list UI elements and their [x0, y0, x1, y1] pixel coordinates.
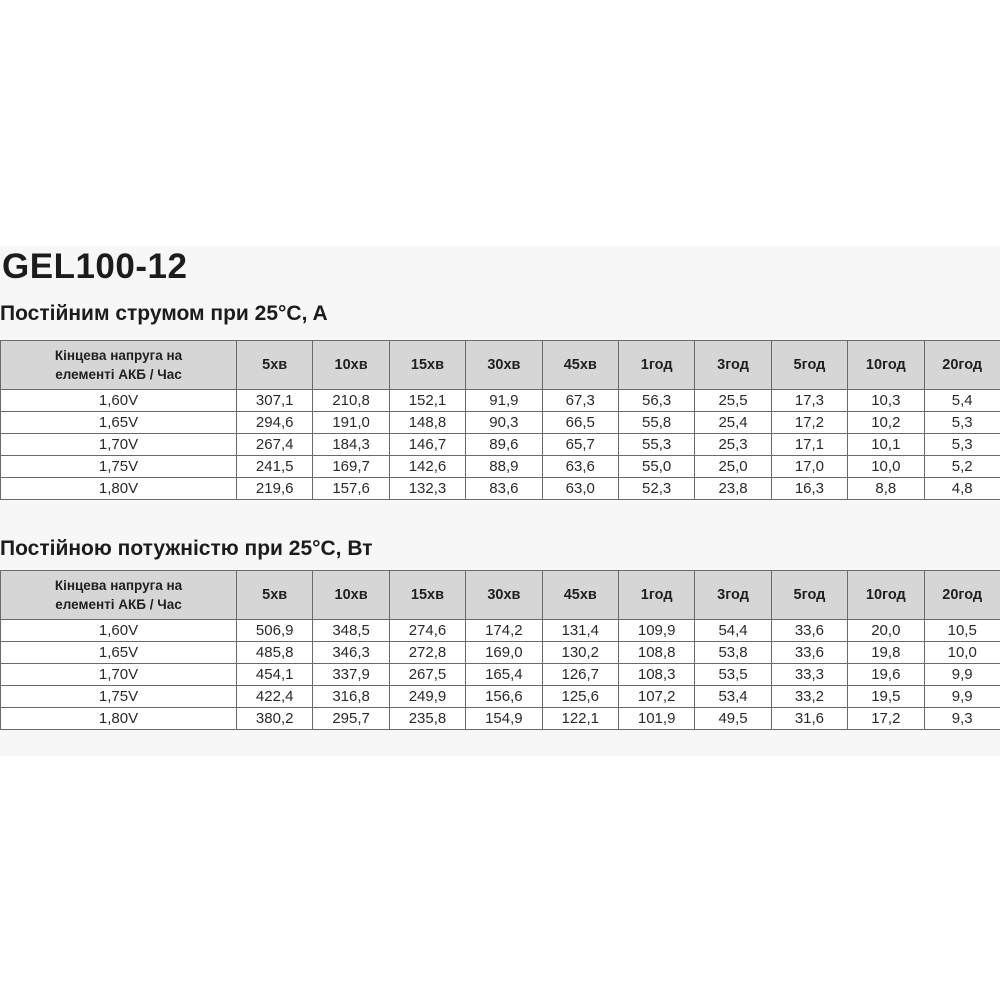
- value-cell: 294,6: [237, 412, 313, 434]
- value-cell: 25,5: [695, 390, 771, 412]
- value-cell: 152,1: [389, 390, 465, 412]
- value-cell: 19,5: [848, 686, 924, 708]
- value-cell: 9,3: [924, 708, 1000, 730]
- value-cell: 485,8: [237, 642, 313, 664]
- time-column-header: 5год: [771, 571, 847, 620]
- value-cell: 33,6: [771, 620, 847, 642]
- header-row: [1, 571, 1000, 620]
- value-cell: 454,1: [237, 664, 313, 686]
- value-cell: 142,6: [389, 456, 465, 478]
- header-row: [1, 341, 1000, 390]
- value-cell: 157,6: [313, 478, 389, 500]
- section-title-power: Постійною потужністю при 25°C, Вт: [0, 537, 373, 560]
- value-cell: 4,8: [924, 478, 1000, 500]
- time-column-header: 45хв: [542, 341, 618, 390]
- voltage-cell: 1,70V: [1, 434, 237, 456]
- corner-header: [1, 341, 237, 390]
- time-column-header: 3год: [695, 341, 771, 390]
- value-cell: 54,4: [695, 620, 771, 642]
- value-cell: 55,8: [618, 412, 694, 434]
- discharge-table-current: [0, 340, 1000, 500]
- value-cell: 130,2: [542, 642, 618, 664]
- value-cell: 219,6: [237, 478, 313, 500]
- value-cell: 126,7: [542, 664, 618, 686]
- value-cell: 52,3: [618, 478, 694, 500]
- value-cell: 241,5: [237, 456, 313, 478]
- time-column-header: 1год: [618, 341, 694, 390]
- table-row: [1, 390, 1000, 412]
- value-cell: 17,1: [771, 434, 847, 456]
- table-row: [1, 434, 1000, 456]
- value-cell: 90,3: [466, 412, 542, 434]
- value-cell: 125,6: [542, 686, 618, 708]
- value-cell: 249,9: [389, 686, 465, 708]
- table-row: [1, 708, 1000, 730]
- value-cell: 154,9: [466, 708, 542, 730]
- value-cell: 17,0: [771, 456, 847, 478]
- value-cell: 63,6: [542, 456, 618, 478]
- value-cell: 31,6: [771, 708, 847, 730]
- voltage-cell: 1,80V: [1, 708, 237, 730]
- voltage-cell: 1,75V: [1, 686, 237, 708]
- time-column-header: 5год: [771, 341, 847, 390]
- value-cell: 53,8: [695, 642, 771, 664]
- time-column-header: 15хв: [389, 341, 465, 390]
- value-cell: 295,7: [313, 708, 389, 730]
- voltage-cell: 1,60V: [1, 620, 237, 642]
- time-column-header: 5хв: [237, 571, 313, 620]
- value-cell: 131,4: [542, 620, 618, 642]
- value-cell: 55,0: [618, 456, 694, 478]
- value-cell: 122,1: [542, 708, 618, 730]
- time-column-header: 15хв: [389, 571, 465, 620]
- value-cell: 169,0: [466, 642, 542, 664]
- voltage-cell: 1,70V: [1, 664, 237, 686]
- value-cell: 63,0: [542, 478, 618, 500]
- value-cell: 25,3: [695, 434, 771, 456]
- table-row: [1, 620, 1000, 642]
- value-cell: 10,0: [848, 456, 924, 478]
- value-cell: 17,2: [848, 708, 924, 730]
- value-cell: 184,3: [313, 434, 389, 456]
- value-cell: 348,5: [313, 620, 389, 642]
- value-cell: 5,3: [924, 434, 1000, 456]
- table-row: [1, 412, 1000, 434]
- value-cell: 156,6: [466, 686, 542, 708]
- value-cell: 274,6: [389, 620, 465, 642]
- value-cell: 210,8: [313, 390, 389, 412]
- time-column-header: 10год: [848, 571, 924, 620]
- corner-header-line: елементі АКБ / Час: [55, 597, 182, 612]
- time-column-header: 30хв: [466, 571, 542, 620]
- value-cell: 25,0: [695, 456, 771, 478]
- value-cell: 10,2: [848, 412, 924, 434]
- voltage-cell: 1,65V: [1, 642, 237, 664]
- value-cell: 66,5: [542, 412, 618, 434]
- value-cell: 17,2: [771, 412, 847, 434]
- value-cell: 10,5: [924, 620, 1000, 642]
- value-cell: 109,9: [618, 620, 694, 642]
- table-row: [1, 456, 1000, 478]
- value-cell: 55,3: [618, 434, 694, 456]
- value-cell: 5,2: [924, 456, 1000, 478]
- value-cell: 23,8: [695, 478, 771, 500]
- value-cell: 25,4: [695, 412, 771, 434]
- value-cell: 107,2: [618, 686, 694, 708]
- voltage-cell: 1,60V: [1, 390, 237, 412]
- value-cell: 132,3: [389, 478, 465, 500]
- value-cell: 9,9: [924, 686, 1000, 708]
- value-cell: 267,5: [389, 664, 465, 686]
- corner-header-line: Кінцева напруга на: [54, 578, 183, 593]
- time-column-header: 1год: [618, 571, 694, 620]
- value-cell: 146,7: [389, 434, 465, 456]
- value-cell: 16,3: [771, 478, 847, 500]
- value-cell: 19,8: [848, 642, 924, 664]
- time-column-header: 10хв: [313, 341, 389, 390]
- value-cell: 88,9: [466, 456, 542, 478]
- value-cell: 65,7: [542, 434, 618, 456]
- value-cell: 191,0: [313, 412, 389, 434]
- time-column-header: 45хв: [542, 571, 618, 620]
- value-cell: 91,9: [466, 390, 542, 412]
- value-cell: 380,2: [237, 708, 313, 730]
- time-column-header: 5хв: [237, 341, 313, 390]
- value-cell: 108,8: [618, 642, 694, 664]
- value-cell: 33,3: [771, 664, 847, 686]
- value-cell: 89,6: [466, 434, 542, 456]
- value-cell: 235,8: [389, 708, 465, 730]
- value-cell: 19,6: [848, 664, 924, 686]
- value-cell: 101,9: [618, 708, 694, 730]
- value-cell: 422,4: [237, 686, 313, 708]
- model-title: GEL100-12: [2, 247, 188, 286]
- value-cell: 108,3: [618, 664, 694, 686]
- value-cell: 148,8: [389, 412, 465, 434]
- voltage-cell: 1,75V: [1, 456, 237, 478]
- discharge-table-power: [0, 570, 1000, 730]
- value-cell: 165,4: [466, 664, 542, 686]
- value-cell: 307,1: [237, 390, 313, 412]
- value-cell: 169,7: [313, 456, 389, 478]
- value-cell: 56,3: [618, 390, 694, 412]
- value-cell: 5,3: [924, 412, 1000, 434]
- voltage-cell: 1,65V: [1, 412, 237, 434]
- value-cell: 5,4: [924, 390, 1000, 412]
- value-cell: 10,3: [848, 390, 924, 412]
- value-cell: 17,3: [771, 390, 847, 412]
- value-cell: 9,9: [924, 664, 1000, 686]
- time-column-header: 10хв: [313, 571, 389, 620]
- value-cell: 83,6: [466, 478, 542, 500]
- time-column-header: 10год: [848, 341, 924, 390]
- time-column-header: 30хв: [466, 341, 542, 390]
- value-cell: 53,4: [695, 686, 771, 708]
- value-cell: 506,9: [237, 620, 313, 642]
- value-cell: 174,2: [466, 620, 542, 642]
- table-row: [1, 686, 1000, 708]
- value-cell: 33,6: [771, 642, 847, 664]
- value-cell: 10,0: [924, 642, 1000, 664]
- value-cell: 346,3: [313, 642, 389, 664]
- table-row: [1, 664, 1000, 686]
- value-cell: 20,0: [848, 620, 924, 642]
- value-cell: 267,4: [237, 434, 313, 456]
- value-cell: 33,2: [771, 686, 847, 708]
- corner-header-line: Кінцева напруга на: [54, 348, 183, 363]
- value-cell: 10,1: [848, 434, 924, 456]
- time-column-header: 3год: [695, 571, 771, 620]
- value-cell: 49,5: [695, 708, 771, 730]
- value-cell: 53,5: [695, 664, 771, 686]
- voltage-cell: 1,80V: [1, 478, 237, 500]
- table-row: [1, 478, 1000, 500]
- section-title-current: Постійним струмом при 25°C, A: [0, 302, 328, 325]
- value-cell: 337,9: [313, 664, 389, 686]
- time-column-header: 20год: [924, 571, 1000, 620]
- value-cell: 316,8: [313, 686, 389, 708]
- value-cell: 8,8: [848, 478, 924, 500]
- value-cell: 272,8: [389, 642, 465, 664]
- table-row: [1, 642, 1000, 664]
- corner-header-line: елементі АКБ / Час: [55, 367, 182, 382]
- corner-header: [1, 571, 237, 620]
- value-cell: 67,3: [542, 390, 618, 412]
- time-column-header: 20год: [924, 341, 1000, 390]
